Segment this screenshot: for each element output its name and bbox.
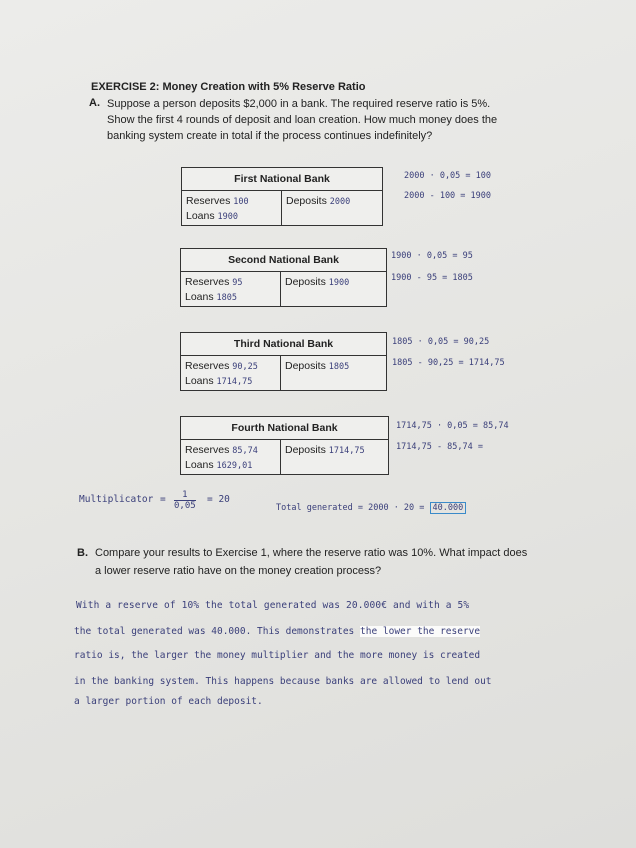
loans-value: 1629,01 <box>216 461 253 471</box>
answer-line2 <box>74 626 480 637</box>
deposits-label: Deposits <box>285 444 326 456</box>
total-text: Total generated = 2000 · 20 = <box>276 503 425 513</box>
answer-line3: ratio is, the larger the money multiplier and the more money is created <box>74 650 481 661</box>
fraction-numerator: 1 <box>174 490 196 501</box>
part-b-line1: Compare your results to Exercise 1, where the reserve ratio was 10%. What impact does <box>95 547 528 559</box>
bank-name: Third National Bank <box>181 333 386 356</box>
reserves-value: 85,74 <box>232 446 258 456</box>
bank-table-second <box>180 248 387 307</box>
part-b-label: B. <box>77 547 88 559</box>
answer-line2-highlight: the lower the reserve <box>360 626 481 637</box>
part-a-line2: Show the first 4 rounds of deposit and loan creation. How much money does the <box>107 114 498 126</box>
bank-name: Second National Bank <box>181 249 386 272</box>
calc-bank2-loan: 1900 - 95 = 1805 <box>391 273 473 283</box>
deposits-value: 2000 <box>329 197 351 207</box>
bank-name: First National Bank <box>182 168 382 191</box>
calc-bank1-loan: 2000 - 100 = 1900 <box>404 191 491 201</box>
loans-value: 1714,75 <box>216 377 253 387</box>
loans-value: 1805 <box>216 293 238 303</box>
part-a-line3: banking system create in total if the process continues indefinitely? <box>107 130 433 142</box>
reserves-value: 95 <box>232 278 243 288</box>
answer-line2-start: the total generated was 40.000. This demonstrates <box>74 626 355 637</box>
loans-label: Loans <box>185 375 214 387</box>
deposits-value: 1900 <box>328 278 350 288</box>
calc-bank4-loan: 1714,75 - 85,74 = <box>396 442 483 452</box>
answer-line1: With a reserve of 10% the total generated was 20.000€ and with a 5% <box>76 600 470 611</box>
reserves-value: 100 <box>233 197 249 207</box>
multiplicator-equals: = <box>160 494 166 505</box>
answer-line5: a larger portion of each deposit. <box>74 696 263 707</box>
calc-bank3-loan: 1805 - 90,25 = 1714,75 <box>392 358 505 368</box>
deposits-label: Deposits <box>285 360 326 372</box>
calc-bank2-reserve: 1900 · 0,05 = 95 <box>391 251 473 261</box>
bank-table-third <box>180 332 387 391</box>
part-a-label: A. <box>89 97 100 109</box>
reserves-label: Reserves <box>185 444 230 456</box>
loans-label: Loans <box>185 459 214 471</box>
exercise-title: EXERCISE 2: Money Creation with 5% Reserve Ratio <box>91 81 366 93</box>
deposits-label: Deposits <box>285 276 326 288</box>
reserves-label: Reserves <box>185 276 230 288</box>
bank-table-first <box>181 167 383 226</box>
loans-value: 1900 <box>217 212 239 222</box>
calc-bank1-reserve: 2000 · 0,05 = 100 <box>404 171 491 181</box>
loans-label: Loans <box>186 210 215 222</box>
total-value-box: 40.000 <box>430 502 467 514</box>
part-a-line1: Suppose a person deposits $2,000 in a bank. The required reserve ratio is 5%. <box>107 98 491 110</box>
total-generated <box>276 503 466 513</box>
deposits-label: Deposits <box>286 195 327 207</box>
reserves-label: Reserves <box>186 195 231 207</box>
bank-name: Fourth National Bank <box>181 417 388 440</box>
reserves-value: 90,25 <box>232 362 258 372</box>
fraction-denominator: 0,05 <box>174 501 196 511</box>
part-b-line2: a lower reserve ratio have on the money creation process? <box>95 565 382 577</box>
calc-bank4-reserve: 1714,75 · 0,05 = 85,74 <box>396 421 509 431</box>
deposits-value: 1805 <box>328 362 350 372</box>
multiplicator-fraction <box>174 490 196 511</box>
multiplicator-label: Multiplicator <box>79 494 154 505</box>
multiplicator-result: = 20 <box>207 494 230 505</box>
calc-bank3-reserve: 1805 · 0,05 = 90,25 <box>392 337 490 347</box>
deposits-value: 1714,75 <box>328 446 365 456</box>
loans-label: Loans <box>185 291 214 303</box>
bank-table-fourth <box>180 416 389 475</box>
answer-line4: in the banking system. This happens because banks are allowed to lend out <box>74 676 492 687</box>
reserves-label: Reserves <box>185 360 230 372</box>
